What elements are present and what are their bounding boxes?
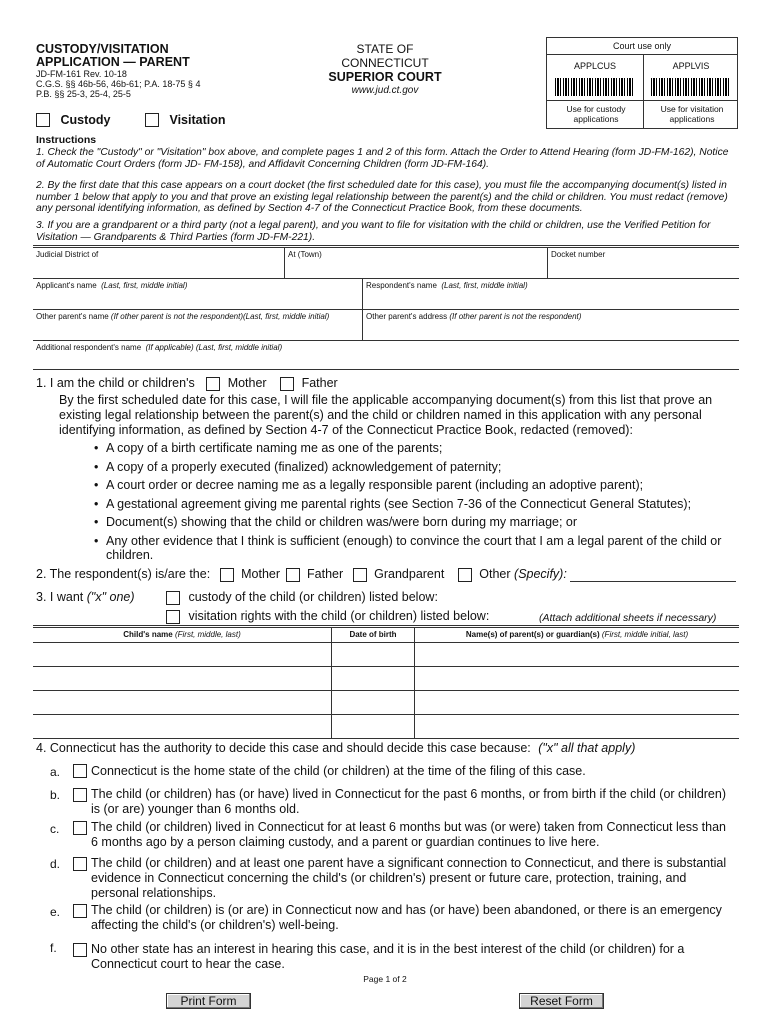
section4-d-checkbox[interactable]: [73, 857, 87, 871]
court-heading: [314, 42, 456, 97]
section4-f-checkbox[interactable]: [73, 943, 87, 957]
section4-c-text: The child (or children) lived in Connecticut for at least 6 months but was (or were) taken from Connecticut less than 6 months ago by a person claiming custody, and a parent or guardian continues to live here.: [91, 820, 727, 849]
section4-letter-c: c.: [50, 822, 60, 836]
section4-letter-b: b.: [50, 788, 61, 802]
page-number: Page 1 of 2: [363, 974, 407, 984]
form-title-line1: CUSTODY/VISITATION: [36, 42, 169, 56]
section4-lead: 4. Connecticut has the authority to decide this case and should decide this case because:: [36, 741, 531, 755]
section3-custody-label: custody of the child (or children) listed below:: [188, 590, 438, 604]
section4-b-checkbox[interactable]: [73, 788, 87, 802]
court-use-box: [546, 37, 738, 129]
court-name: SUPERIOR COURT: [328, 70, 442, 84]
custody-checkbox[interactable]: [36, 113, 50, 127]
list-item: • A court order or decree naming me as a legally responsible parent (including an adoptive parent);: [94, 476, 724, 495]
child-4-name-input[interactable]: [36, 717, 328, 736]
section1-father-checkbox[interactable]: [280, 377, 294, 391]
respondent-name-label: Respondent's name (Last, first, middle initial): [366, 281, 528, 290]
section3-visitation-label: visitation rights with the child (or children) listed below:: [188, 609, 490, 623]
custody-option: [36, 111, 110, 129]
section4-letter-d: d.: [50, 857, 61, 871]
section2-mother-checkbox[interactable]: [220, 568, 234, 582]
section1-father-label: Father: [301, 376, 338, 390]
town-label: At (Town): [288, 250, 322, 259]
respondent-name-input[interactable]: [366, 291, 736, 307]
barcode-applcus-icon: [555, 78, 635, 96]
section2-father-label: Father: [307, 567, 344, 581]
section2-row: [36, 567, 567, 582]
section4-a-checkbox[interactable]: [73, 764, 87, 778]
barcode-applvis-icon: [651, 78, 731, 96]
list-item: • Document(s) showing that the child or children was/were born during my marriage; or: [94, 513, 724, 532]
visitation-label: Visitation: [169, 112, 226, 127]
instruction-1: 1. Check the "Custody" or "Visitation" box above, and complete pages 1 and 2 of this form. Attach the Order to Attend Hearing (form JD-FM-162), Notice of Automatic Court Orders (form JD- FM-158), and Affidavit Concerning Children (form JD-FM-164).: [36, 147, 729, 170]
list-item: • A copy of a birth certificate naming me as one of the parents;: [94, 439, 724, 458]
section4-e-text: The child (or children) is (or are) in Connecticut now and has (or have) been abandoned, or there is an emergency affecting the child's (or children's) well-being.: [91, 903, 722, 932]
list-item: • A copy of a properly executed (finalized) acknowledgement of paternity;: [94, 458, 724, 477]
section4-lead-row: [36, 741, 635, 756]
child-4-parents-input[interactable]: [417, 717, 737, 736]
applicant-name-label: Applicant's name (Last, first, middle initial): [36, 281, 188, 290]
section4-letter-f: f.: [50, 941, 57, 955]
section2-grandparent-checkbox[interactable]: [353, 568, 367, 582]
section2-father-checkbox[interactable]: [286, 568, 300, 582]
section4-d-text: The child (or children) and at least one parent have a significant connection to Connecticut, and there is substantial evidence in Connecticut concerning the child's (or children's) present or future care, protection, training, and personal relationships.: [91, 856, 727, 900]
child-1-dob-input[interactable]: [334, 645, 412, 664]
visitation-checkbox[interactable]: [145, 113, 159, 127]
list-item: • Any other evidence that I think is sufficient (enough) to convince the court that I am a legal parent of the child or children.: [94, 534, 724, 563]
instruction-3: 3. If you are a grandparent or a third party (not a legal parent), and you want to file for visitation with the child or children, use the Verified Petition for Visitation — Grandparents & Third Parties (form JD-FM-221).: [36, 220, 711, 243]
instructions-heading: Instructions: [36, 134, 97, 146]
custody-label: Custody: [60, 112, 111, 127]
child-1-name-input[interactable]: [36, 645, 328, 664]
visitation-option: [145, 111, 225, 129]
section4-b-text: The child (or children) has (or have) lived in Connecticut for the past 6 months, or from birth if the child (or children) is (or are) younger than 6 months old.: [91, 787, 726, 816]
section1-document-list: [94, 439, 724, 563]
col-date-of-birth: Date of birth: [349, 630, 397, 639]
section2-other-label: Other: [479, 567, 511, 581]
section1-lead: 1. I am the child or children's: [36, 376, 195, 390]
section3-visitation-checkbox[interactable]: [166, 610, 180, 624]
other-parent-name-label: Other parent's name (If other parent is not the respondent)(Last, first, middle initial): [36, 312, 330, 321]
other-parent-address-label: Other parent's address (If other parent is not the respondent): [366, 312, 582, 321]
section4-letter-a: a.: [50, 765, 61, 779]
section1-mother-label: Mother: [227, 376, 267, 390]
section2-lead: 2. The respondent(s) is/are the:: [36, 567, 211, 581]
section3-visitation-option: [166, 609, 489, 624]
court-website: www.jud.ct.gov: [351, 85, 419, 96]
child-3-parents-input[interactable]: [417, 693, 737, 712]
state-name: STATE OF CONNECTICUT: [341, 42, 429, 70]
judicial-district-input[interactable]: [36, 260, 280, 276]
section2-other-checkbox[interactable]: [458, 568, 472, 582]
court-use-title: Court use only: [547, 38, 737, 55]
section3-lead-hint: ("x" one): [86, 590, 135, 604]
applicant-name-input[interactable]: [36, 291, 358, 307]
section4-c-checkbox[interactable]: [73, 821, 87, 835]
section1-mother-checkbox[interactable]: [206, 377, 220, 391]
reset-form-button[interactable]: Reset Form: [519, 993, 604, 1009]
section3-lead: 3. I want: [36, 590, 84, 604]
print-form-button[interactable]: Print Form: [166, 993, 251, 1009]
instruction-2: 2. By the first date that this case appears on a court docket (the first scheduled date for this case), you must file the accompanying document(s) listed in number 1 below that apply to you and that prove an existing legal relationship between the parent(s) and the child or children. You must redact (remove) any personal identifying information, as defined by Section 4-7 of the Connecticut Practice Book, from these documents.: [36, 180, 728, 215]
form-number: JD-FM-161 Rev. 10-18: [36, 69, 127, 79]
statute-line1: C.G.S. §§ 46b-56, 46b-61; P.A. 18-75 § 4: [36, 79, 201, 89]
court-note-visitation: Use for visitation applications: [660, 104, 724, 124]
child-3-name-input[interactable]: [36, 693, 328, 712]
child-4-dob-input[interactable]: [334, 717, 412, 736]
form-title-line2: APPLICATION — PARENT: [36, 55, 190, 69]
form-meta: [36, 69, 200, 99]
section4-lead-hint: ("x" all that apply): [538, 741, 636, 755]
col-child-name: Child's name (First, middle, last): [123, 630, 241, 639]
court-code-applvis: APPLVIS: [672, 61, 710, 71]
section4-f-text: No other state has an interest in hearing this case, and it is in the best interest of the child (or children) for a Connecticut court to hear the case.: [91, 942, 685, 971]
section1-lead-row: [36, 376, 338, 391]
section2-mother-label: Mother: [241, 567, 281, 581]
section1-paragraph: By the first scheduled date for this case, I will file the applicable accompanying document(s) from this list that prove an existing legal relationship between the parent(s) and the child or children named in this application with any personal identifying information, as defined by Section 4-7 of the Connecticut Practice Book, redacted (removed):: [59, 393, 713, 437]
court-code-applcus: APPLCUS: [573, 61, 617, 71]
section3-custody-option: [166, 590, 438, 605]
section3-attach-note: (Attach additional sheets if necessary): [539, 612, 717, 624]
child-2-parents-input[interactable]: [417, 669, 737, 688]
section3-lead-row: [36, 590, 135, 605]
section2-specify-label: (Specify):: [514, 567, 567, 581]
statute-line2: P.B. §§ 25-3, 25-4, 25-5: [36, 89, 131, 99]
col-parents: Name(s) of parent(s) or guardian(s) (First, middle initial, last): [465, 630, 689, 639]
docket-number-input[interactable]: [551, 260, 737, 276]
list-item: • A gestational agreement giving me parental rights (see Section 7-36 of the Connecticut General Statutes);: [94, 495, 724, 514]
additional-respondent-label: Additional respondent's name (If applicable) (Last, first, middle initial): [36, 343, 283, 352]
additional-respondent-input[interactable]: [36, 353, 736, 368]
child-2-name-input[interactable]: [36, 669, 328, 688]
section4-e-checkbox[interactable]: [73, 904, 87, 918]
child-3-dob-input[interactable]: [334, 693, 412, 712]
other-parent-address-input[interactable]: [366, 322, 736, 338]
other-parent-name-input[interactable]: [36, 322, 358, 338]
child-2-dob-input[interactable]: [334, 669, 412, 688]
section4-a-text: Connecticut is the home state of the child (or children) at the time of the filing of this case.: [91, 764, 586, 778]
town-input[interactable]: [288, 260, 543, 276]
child-1-parents-input[interactable]: [417, 645, 737, 664]
judicial-district-label: Judicial District of: [36, 250, 99, 259]
section2-grandparent-label: Grandparent: [374, 567, 445, 581]
section4-letter-e: e.: [50, 905, 61, 919]
form-title: [36, 43, 190, 69]
section3-custody-checkbox[interactable]: [166, 591, 180, 605]
section2-specify-input[interactable]: [570, 581, 736, 582]
court-note-custody: Use for custody applications: [566, 104, 626, 124]
docket-number-label: Docket number: [551, 250, 606, 259]
